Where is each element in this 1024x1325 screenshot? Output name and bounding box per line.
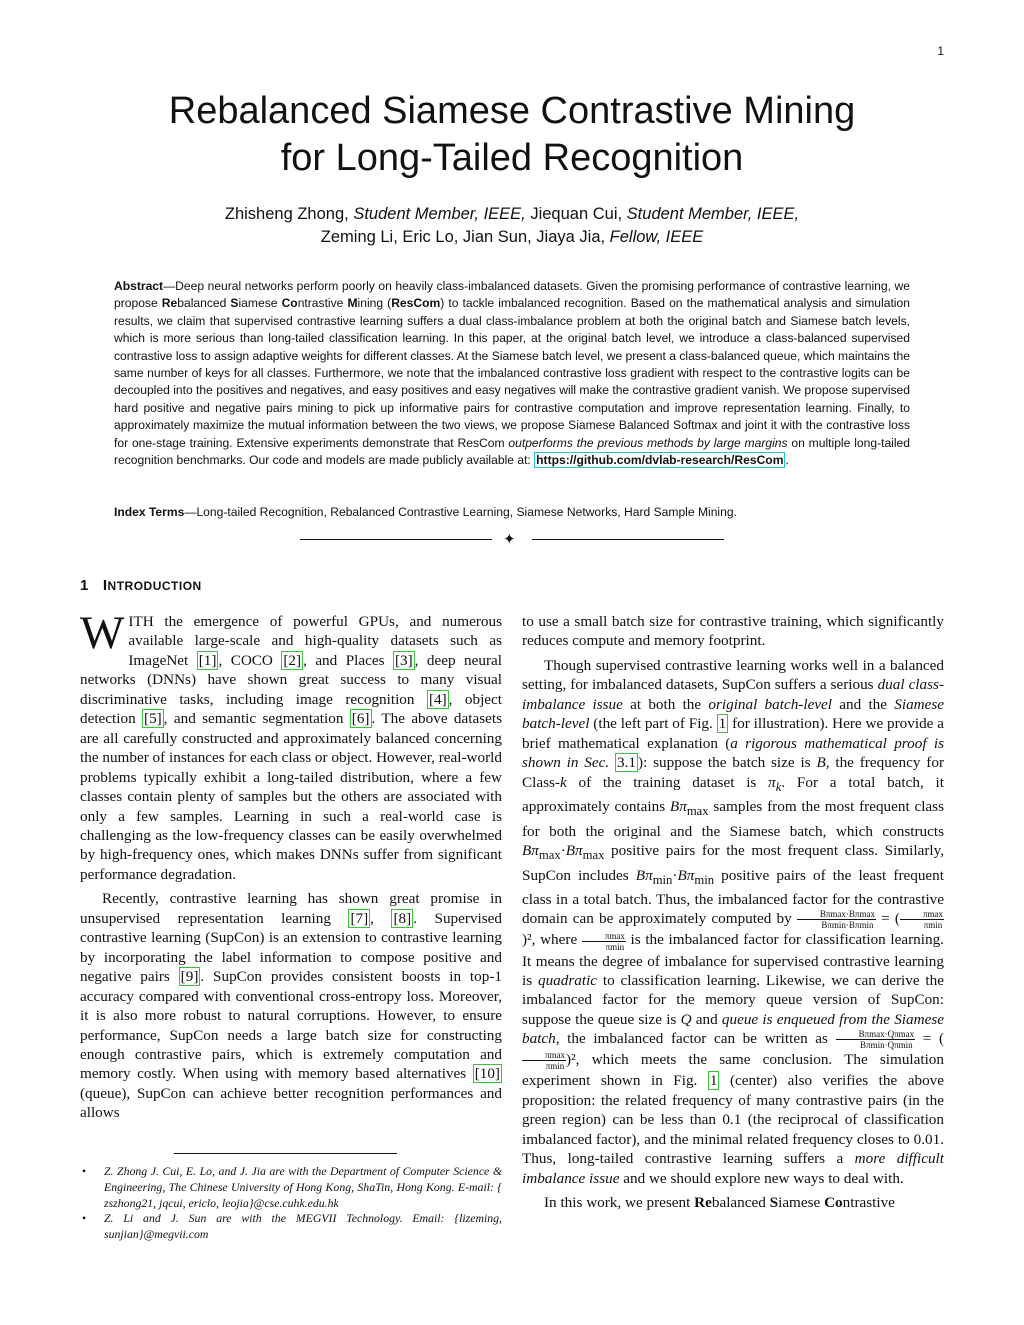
section-title: NTRODUCTION bbox=[107, 579, 202, 593]
emphasis: quadratic bbox=[537, 971, 598, 989]
math: )² bbox=[522, 931, 532, 949]
abstract-text: ining ( bbox=[357, 296, 392, 311]
text: for illustration). Here we provide a brief mathematical explanation ( bbox=[522, 715, 944, 752]
citation-link[interactable]: [5] bbox=[144, 710, 162, 728]
acronym: ResCom bbox=[391, 296, 441, 311]
figure-link[interactable]: 1 bbox=[718, 715, 727, 733]
paragraph bbox=[80, 889, 502, 1122]
acronym-letter: S bbox=[230, 296, 239, 311]
text: (the left part of Fig. bbox=[589, 715, 717, 733]
text: Recently, contrastive learning has shown great promise in unsupervised representation learning bbox=[80, 890, 502, 927]
math: Bπ bbox=[677, 866, 695, 884]
figure-link[interactable]: 1 bbox=[709, 1072, 718, 1090]
math-subscript: min bbox=[652, 872, 673, 887]
paragraph: to use a small batch size for contrastive training, which significantly reduces compute and memory footprint. bbox=[522, 613, 944, 650]
math: k bbox=[559, 773, 567, 791]
abstract-text: ntrastive bbox=[297, 296, 348, 311]
text: . Supervised contrastive learning (SupCon) is an extension to contrastive learning by incorporating the label information to compose positive and negative pairs bbox=[80, 909, 502, 986]
footnotes bbox=[80, 1164, 502, 1243]
fraction-denominator: πmin bbox=[923, 920, 943, 931]
emphasis: more difficult imbalance issue bbox=[522, 1150, 944, 1187]
fraction-numerator: πmax bbox=[522, 1050, 566, 1061]
abstract-text: balanced bbox=[177, 296, 231, 311]
math: Bπ bbox=[635, 866, 653, 884]
citation-link[interactable]: [7] bbox=[350, 909, 369, 927]
right-column bbox=[522, 612, 944, 1213]
text: , which meets the same conclusion. The simulation experiment shown in Fig. bbox=[522, 1051, 944, 1090]
title-line-1: Rebalanced Siamese Contrastive Mining bbox=[168, 90, 856, 132]
abstract-label: Abstract bbox=[114, 279, 164, 293]
section-initial: I bbox=[102, 577, 108, 594]
text: and bbox=[691, 1010, 722, 1028]
emphasis: a rigorous mathematical proof is shown in Sec. bbox=[522, 734, 944, 772]
text: iamese bbox=[778, 1194, 825, 1212]
paragraph bbox=[522, 1193, 944, 1212]
text: , deep neural networks (DNNs) have shown great success to many visual discriminative tasks, including image recognition bbox=[80, 651, 502, 708]
math: 0.01 bbox=[913, 1130, 941, 1148]
text: and we should explore new ways to deal with. bbox=[619, 1169, 904, 1187]
citation-link[interactable]: [3] bbox=[394, 651, 413, 669]
text: . SupCon provides consistent boosts in top-1 accuracy compared with conventional cross-entropy loss. Moreover, it is also more robust to natural corruptions. However, to ensure performance, SupCon needs a large batch size for constructing enough contrastive pairs, which is extremely computation and memory costly. When using with memory based alternatives bbox=[80, 968, 502, 1083]
author-block bbox=[0, 203, 1024, 249]
text: (center) also verifies the above proposition: the related frequency of many contrastive pairs (in the green region) can be less than bbox=[522, 1072, 945, 1129]
text: balanced bbox=[711, 1194, 770, 1212]
math-fraction bbox=[582, 931, 626, 952]
text: (the reciprocal of classification imbalanced factor), and the minimal related frequency closes to bbox=[522, 1111, 944, 1148]
emphasis: Siamese batch-level bbox=[522, 695, 945, 733]
text: . For a total batch, it approximately contains bbox=[522, 773, 944, 816]
text: . The above datasets are all carefully constructed and approximately balanced concerning the number of instances for each class or object. However, real-world problems typically exhibit a long-tailed distribution, where a few classes contain plenty of samples but the others are associated with only a few samples. Learning in such a real-world case is challenging as the low-frequency classes can be easily overwhelmed by high-frequency ones, which makes DNNs suffer from significant performance degradation. bbox=[80, 710, 502, 883]
math: k bbox=[775, 779, 782, 794]
text: is the imbalanced factor for classification learning. It means the degree of imbalance for supervised contrastive learning is bbox=[522, 931, 944, 989]
text: . Thus, long-tailed contrastive learning suffers a bbox=[522, 1130, 944, 1168]
drop-cap: W bbox=[80, 607, 125, 659]
math: = ( bbox=[915, 1030, 945, 1048]
text: In this work, we present bbox=[544, 1194, 695, 1212]
math: Bπ bbox=[565, 842, 583, 860]
index-terms-text: —Long-tailed Recognition, Rebalanced Contrastive Learning, Siamese Networks, Hard Sample Mining. bbox=[184, 505, 737, 519]
text: positive pairs of the least frequent class in a total batch. Thus, the imbalanced factor for the contrastive domain can be approximately computed by bbox=[522, 866, 944, 928]
text: , and semantic segmentation bbox=[163, 710, 350, 728]
acronym-letter: Re bbox=[694, 1194, 712, 1212]
math-fraction bbox=[900, 909, 944, 930]
emphasis: original batch-level bbox=[708, 695, 833, 713]
text: ITH the emergence of powerful GPUs, and numerous available large-scale and high-quality datasets such as ImageNet bbox=[128, 613, 502, 669]
abstract-text: ) to tackle imbalanced recognition. Based on the mathematical analysis and simulation results, we claim that supervised contrastive learning suffers a dual class-imbalance problem at both the original batch and Siamese batch levels, which is more serious than long-tailed classification learning. In this paper, at the original batch level, we introduce a class-balanced supervised contrastive loss to assign adaptive weights for different classes. At the Siamese batch level, we present a class-balanced queue, which maintains the same number of keys for all classes. Furthermore, we note that the imbalanced contrastive loss gradient with respect to the contrastive logits can be decoupled into the positives and negatives, and easy positives and easy negatives will make the contrastive gradient vanish. We propose supervised hard positive and negative pairs mining to pick up informative pairs for contrastive computation and improve representation learning. Finally, to approximately maximize the mutual information between the two views, we propose Siamese Balanced Softmax and joint it with the contrastive loss for one-stage training. Extensive experiments demonstrate that ResCom bbox=[114, 296, 910, 450]
text: , the frequency for Class- bbox=[522, 754, 944, 791]
author-role: Student Member, IEEE, bbox=[626, 205, 800, 223]
index-terms-label: Index Terms bbox=[114, 505, 185, 519]
code-url-link[interactable]: https://github.com/dvlab-research/ResCom bbox=[536, 453, 784, 468]
text: and the bbox=[832, 695, 895, 713]
citation-link[interactable]: [6] bbox=[351, 710, 370, 728]
math: Bπ bbox=[522, 842, 539, 860]
author-name: Jiequan Cui, bbox=[530, 205, 623, 223]
citation-link[interactable]: [2] bbox=[283, 651, 302, 669]
citation-link[interactable]: [10] bbox=[474, 1065, 500, 1083]
acronym-letter: Co bbox=[824, 1194, 843, 1212]
acronym-letter: M bbox=[347, 296, 358, 311]
text: to classification learning. Likewise, we can derive the imbalanced factor for the memory queue version of SupCon: suppose the queue size is bbox=[522, 971, 944, 1028]
math: B bbox=[816, 754, 826, 772]
page-number: 1 bbox=[937, 44, 944, 58]
fraction-denominator: πmin bbox=[545, 1061, 565, 1072]
text: , and Places bbox=[303, 651, 393, 669]
math: · bbox=[672, 866, 678, 884]
emphasis: queue is enqueued from the Siamese batch bbox=[522, 1010, 944, 1048]
text: ): suppose the batch size is bbox=[638, 754, 817, 772]
math: π bbox=[768, 773, 776, 791]
divider-line bbox=[532, 539, 724, 540]
author-role: Student Member, IEEE, bbox=[353, 205, 526, 223]
left-column bbox=[80, 607, 503, 1123]
section-heading bbox=[80, 577, 202, 594]
text: , the imbalanced factor can be written as bbox=[555, 1030, 836, 1048]
text: of the training dataset is bbox=[566, 773, 769, 791]
acronym-letter: Re bbox=[161, 296, 178, 311]
fraction-denominator: Bπmin·Bπmin bbox=[821, 920, 874, 931]
fraction-denominator: Bπmin·Qπmin bbox=[860, 1040, 913, 1051]
text: , COCO bbox=[218, 651, 282, 669]
text: at both the bbox=[622, 695, 709, 713]
paragraph bbox=[80, 607, 503, 884]
abstract-emphasis: outperforms the previous methods by large margins bbox=[508, 435, 788, 450]
math-subscript: max bbox=[582, 848, 605, 863]
divider-line bbox=[300, 539, 492, 540]
author-line-1 bbox=[0, 203, 1024, 226]
math: )² bbox=[566, 1051, 576, 1069]
fraction-numerator: πmax bbox=[582, 931, 626, 942]
footnote: • Z. Li and J. Sun are with the MEGVII Technology. Email: {lizeming, sunjian}@megvii.com bbox=[80, 1211, 502, 1243]
abstract-text: iamese bbox=[238, 296, 282, 311]
text: samples from the most frequent class for both the original and the Siamese batch, which constructs bbox=[522, 798, 944, 840]
math: Bπ bbox=[669, 798, 687, 816]
math-subscript: max bbox=[686, 804, 709, 819]
fraction-denominator: πmin bbox=[605, 941, 625, 952]
section-number: 1 bbox=[80, 577, 89, 594]
text: (queue), SupCon can achieve better recognition performances and allows bbox=[80, 1084, 502, 1122]
acronym-letter: S bbox=[769, 1194, 779, 1212]
math: Q bbox=[680, 1010, 692, 1028]
section-link[interactable]: 3.1 bbox=[617, 754, 637, 772]
math-fraction bbox=[797, 909, 876, 930]
citation-link[interactable]: [4] bbox=[428, 690, 447, 708]
abstract-text: —Deep neural networks perform poorly on heavily class-imbalanced datasets. Given the promising performance of contrastive learning, we propose bbox=[114, 279, 910, 311]
abstract-text: on multiple long-tailed recognition benchmarks. Our code and models are made publicly available at: bbox=[114, 435, 910, 468]
text: ntrastive bbox=[842, 1194, 895, 1212]
citation-link[interactable]: [8] bbox=[393, 909, 412, 927]
abstract-text: . bbox=[785, 453, 789, 468]
math-subscript: max bbox=[538, 848, 561, 863]
acronym-letter: Co bbox=[281, 296, 298, 311]
index-terms bbox=[114, 504, 910, 521]
footnote: • Z. Zhong J. Cui, E. Lo, and J. Jia are with the Department of Computer Science & Engineering, The Chinese University of Hong Kong, ShaTin, Hong Kong. E-mail: { zszhong21, jqcui, ericlo, leojia}@cse.cuhk.edu.hk bbox=[80, 1164, 502, 1211]
math-fraction bbox=[836, 1029, 916, 1050]
author-role: Fellow, IEEE bbox=[609, 228, 704, 246]
paper-title bbox=[0, 88, 1024, 182]
text: , bbox=[370, 909, 392, 927]
author-names: Zeming Li, Eric Lo, Jian Sun, Jiaya Jia, bbox=[320, 228, 606, 246]
paragraph bbox=[522, 656, 944, 1188]
math-subscript: min bbox=[694, 872, 715, 887]
math-fraction bbox=[522, 1050, 566, 1071]
citation-link[interactable]: [9] bbox=[180, 968, 199, 986]
emphasis: dual class-imbalance issue bbox=[522, 676, 945, 713]
text: positive pairs for the most frequent class. Similarly, SupCon includes bbox=[522, 842, 944, 884]
text: , object detection bbox=[80, 690, 503, 728]
fraction-numerator: πmax bbox=[900, 909, 944, 920]
abstract bbox=[114, 278, 910, 469]
text: Though supervised contrastive learning works well in a balanced setting, for imbalanced datasets, SupCon suffers a serious bbox=[522, 656, 944, 694]
author-name: Zhisheng Zhong, bbox=[224, 205, 349, 223]
math: = ( bbox=[875, 910, 900, 928]
section-divider bbox=[300, 532, 724, 548]
fraction-numerator: Bπmax·Qπmax bbox=[836, 1029, 916, 1040]
footnote-rule bbox=[174, 1153, 397, 1154]
divider-star-icon: ✦ bbox=[503, 532, 516, 548]
math: · bbox=[560, 842, 566, 860]
title-line-2: for Long-Tailed Recognition bbox=[280, 137, 744, 179]
text: , where bbox=[531, 931, 582, 949]
citation-link[interactable]: [1] bbox=[198, 651, 217, 669]
author-line-2 bbox=[0, 226, 1024, 249]
math: 0.1 bbox=[722, 1111, 742, 1129]
fraction-numerator: Bπmax·Bπmax bbox=[797, 909, 876, 920]
